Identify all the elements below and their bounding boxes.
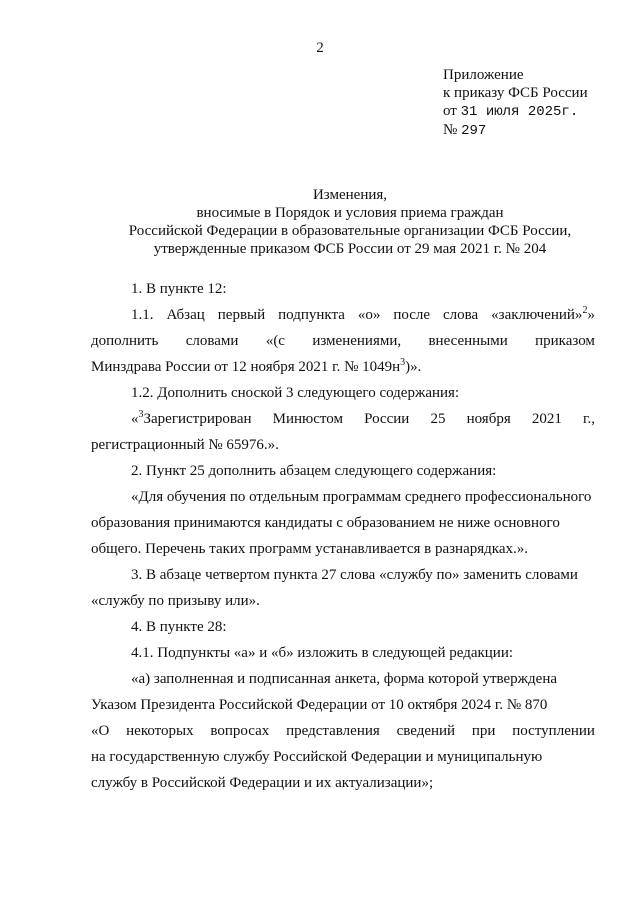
word: некоторых bbox=[126, 723, 194, 739]
word: внесенными bbox=[428, 333, 508, 349]
word: «о» bbox=[357, 307, 381, 323]
word: подпункта bbox=[278, 307, 345, 323]
paragraph-3-line-2: «службу по призыву или». bbox=[91, 593, 260, 609]
document-title bbox=[80, 186, 620, 258]
word: Абзац bbox=[166, 307, 205, 323]
word: 1.1. bbox=[131, 307, 154, 323]
title-line-3: Российской Федерации в образовательные организации ФСБ России, bbox=[128, 223, 572, 239]
word: 2021 bbox=[531, 411, 562, 427]
word: «заключений» bbox=[491, 307, 583, 323]
appendix-order-ref: к приказу ФСБ России bbox=[443, 85, 588, 101]
appendix-date: 31 июля 2025г. bbox=[460, 104, 579, 120]
subparagraph-a-line-5: службу в Российской Федерации и их актуализации»; bbox=[91, 775, 434, 791]
word: вопросах bbox=[210, 723, 270, 739]
subparagraph-a-line-3 bbox=[91, 718, 595, 744]
page-number: 2 bbox=[316, 40, 324, 56]
appendix-number-prefix: № bbox=[443, 122, 458, 138]
word: изменениями, bbox=[312, 333, 402, 349]
paragraph-1-1-line-2 bbox=[91, 328, 595, 354]
paragraph-2-quote-line-2: образования принимаются кандидаты с образованием не ниже основного bbox=[91, 515, 560, 531]
opening-quote: « bbox=[131, 411, 139, 427]
document-body bbox=[91, 276, 595, 796]
word: «(с bbox=[265, 333, 285, 349]
word: Минюстом bbox=[272, 411, 343, 427]
word: Зарегистрирован bbox=[143, 411, 252, 427]
word: г., bbox=[583, 411, 595, 427]
paragraph-1-1-line-3 bbox=[91, 354, 595, 380]
paragraph-2-quote-line-3: общего. Перечень таких программ устанавливается в разнарядках.». bbox=[91, 541, 528, 557]
paragraph-4: 4. В пункте 28: bbox=[131, 619, 227, 635]
subparagraph-a-line-2: Указом Президента Российской Федерации от 10 октября 2024 г. № 870 bbox=[91, 697, 548, 713]
paragraph-2-quote-line-1: «Для обучения по отдельным программам среднего профессионального bbox=[131, 489, 592, 505]
word: России bbox=[364, 411, 410, 427]
paragraph-1: 1. В пункте 12: bbox=[131, 281, 227, 297]
text: )». bbox=[405, 359, 422, 375]
word: при bbox=[471, 723, 496, 739]
word: сведений bbox=[396, 723, 456, 739]
word-with-footnote bbox=[491, 302, 595, 328]
paragraph-3-line-1: 3. В абзаце четвертом пункта 27 слова «службу по» заменить словами bbox=[131, 567, 578, 583]
paragraph-1-2: 1.2. Дополнить сноской 3 следующего содержания: bbox=[131, 385, 460, 401]
footnote-mark: 2 bbox=[582, 305, 588, 316]
appendix-header bbox=[443, 66, 588, 140]
footnote-line-1 bbox=[91, 406, 595, 432]
footnote-line-2: регистрационный № 65976.». bbox=[91, 437, 279, 453]
appendix-number-line bbox=[443, 121, 588, 140]
word: первый bbox=[217, 307, 266, 323]
word: после bbox=[393, 307, 431, 323]
word: дополнить bbox=[91, 333, 159, 349]
word: приказом bbox=[535, 333, 595, 349]
word: словами bbox=[185, 333, 239, 349]
word: поступлении bbox=[512, 723, 595, 739]
title-line-1: Изменения, bbox=[312, 187, 388, 203]
title-line-2: вносимые в Порядок и условия приема граждан bbox=[196, 205, 504, 221]
word: представления bbox=[286, 723, 380, 739]
paragraph-1-1-line-1 bbox=[91, 302, 595, 328]
footnote-mark: 3 bbox=[138, 409, 144, 420]
appendix-label: Приложение bbox=[443, 67, 524, 83]
footnote-mark: 3 bbox=[400, 357, 406, 368]
appendix-date-line bbox=[443, 102, 588, 121]
word: «О bbox=[91, 723, 110, 739]
word: ноября bbox=[466, 411, 511, 427]
subparagraph-a-line-1: «а) заполненная и подписанная анкета, форма которой утверждена bbox=[131, 671, 558, 687]
paragraph-2: 2. Пункт 25 дополнить абзацем следующего содержания: bbox=[131, 463, 497, 479]
text: Минздрава России от 12 ноября 2021 г. № 1049н bbox=[91, 359, 401, 375]
closing-quote: » bbox=[587, 307, 595, 323]
appendix-date-prefix: от bbox=[443, 103, 457, 119]
title-line-4: утвержденные приказом ФСБ России от 29 мая 2021 г. № 204 bbox=[153, 241, 547, 257]
appendix-number: 297 bbox=[461, 123, 487, 139]
word: 25 bbox=[430, 411, 446, 427]
word-with-footnote bbox=[131, 406, 252, 432]
word: слова bbox=[443, 307, 479, 323]
subparagraph-a-line-4: на государственную службу Российской Федерации и муниципальную bbox=[91, 749, 543, 765]
paragraph-4-1: 4.1. Подпункты «а» и «б» изложить в следующей редакции: bbox=[131, 645, 514, 661]
